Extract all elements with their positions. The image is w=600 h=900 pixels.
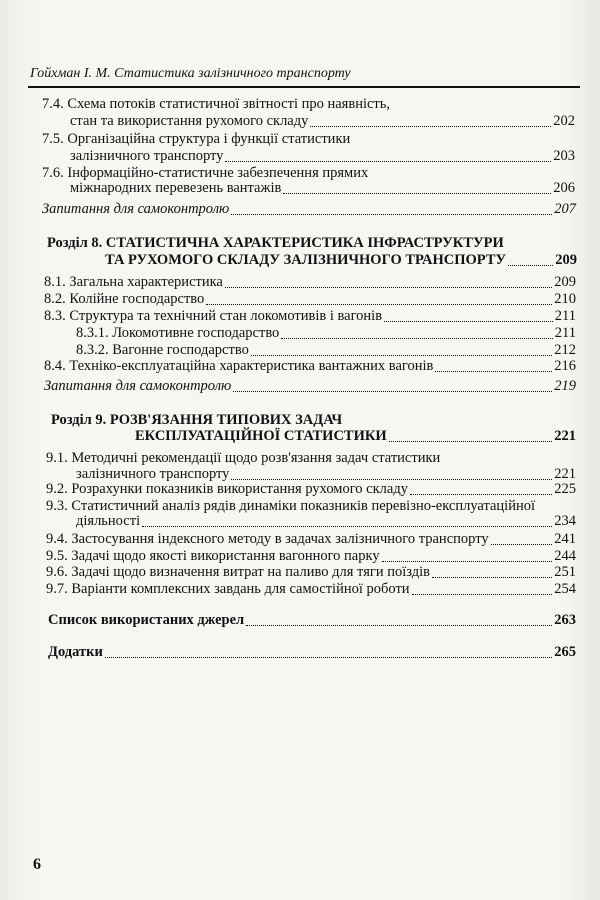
leader-dots	[142, 526, 552, 527]
toc-page-number: 212	[554, 342, 576, 358]
toc-entry-text: 8.1. Загальна характеристика	[44, 274, 223, 290]
toc-entry-9-1-line1: 9.1. Методичні рекомендації щодо розв'язання задач статистики	[46, 450, 441, 466]
leader-dots	[105, 657, 552, 658]
toc-page-number: 210	[554, 291, 576, 307]
toc-section-8-line1: Розділ 8. СТАТИСТИЧНА ХАРАКТЕРИСТИКА ІНФРАСТРУКТУРИ	[47, 235, 504, 251]
toc-page-number: 263	[554, 612, 576, 628]
toc-section-9-line2: ЕКСПЛУАТАЦІЙНОЇ СТАТИСТИКИ	[135, 428, 387, 444]
leader-dots	[389, 441, 553, 442]
toc-entry-text: Список використаних джерел	[48, 612, 245, 628]
toc-page-number: 251	[554, 564, 576, 580]
toc-entry-7-6-line2: міжнародних перевезень вантажів	[70, 180, 282, 196]
toc-entry-8-3-1[interactable]	[76, 325, 576, 342]
leader-dots	[231, 479, 552, 480]
toc-entry-7-4[interactable]	[70, 113, 575, 130]
leader-dots	[233, 391, 552, 392]
leader-dots	[225, 161, 551, 162]
toc-page-number: 202	[553, 113, 575, 129]
toc-entry-7-4-line1: 7.4. Схема потоків статистичної звітності про наявність,	[42, 96, 390, 112]
toc-entry-8-2[interactable]	[44, 291, 576, 308]
toc-page-number: 219	[554, 378, 576, 394]
toc-entry-8-3[interactable]	[44, 308, 576, 325]
toc-page-number: 209	[555, 252, 577, 268]
toc-entry-text: 9.4. Застосування індексного методу в задачах залізничного транспорту	[46, 531, 489, 547]
header-rule	[28, 86, 580, 88]
leader-dots	[491, 544, 553, 545]
leader-dots	[382, 561, 553, 562]
leader-dots	[231, 214, 552, 215]
toc-page-number: 209	[554, 274, 576, 290]
page-number: 6	[33, 856, 41, 873]
toc-page-number: 207	[554, 201, 576, 217]
toc-entry-questions-7[interactable]	[42, 201, 576, 218]
toc-entry-7-6-line1: 7.6. Інформаційно-статистичне забезпечення прямих	[42, 165, 369, 181]
toc-section-9[interactable]	[135, 428, 576, 445]
leader-dots	[283, 193, 551, 194]
toc-page-number: 211	[554, 308, 576, 324]
toc-entry-text: Додатки	[48, 644, 103, 660]
toc-entry-7-6[interactable]	[70, 180, 575, 197]
leader-dots	[412, 594, 553, 595]
toc-entry-9-1-line2: залізничного транспорту	[76, 466, 230, 482]
toc-entry-text: 8.3.2. Вагонне господарство	[76, 342, 249, 358]
leader-dots	[225, 287, 552, 288]
toc-entry-9-2[interactable]	[46, 481, 576, 498]
leader-dots	[384, 321, 553, 322]
toc-entry-text: 8.3. Структура та технічний стан локомотивів і вагонів	[44, 308, 383, 324]
leader-dots	[508, 265, 553, 266]
toc-entry-8-3-2[interactable]	[76, 342, 576, 359]
toc-entry-8-4[interactable]	[44, 358, 576, 375]
toc-entry-appendices[interactable]	[48, 644, 576, 661]
toc-entry-9-4[interactable]	[46, 531, 576, 548]
toc-page-number: 244	[554, 548, 576, 564]
toc-entry-9-3-line1: 9.3. Статистичний аналіз рядів динаміки показників перевізно-експлуатаційної	[46, 498, 535, 514]
leader-dots	[206, 304, 552, 305]
toc-section-9-line1: Розділ 9. РОЗВ'ЯЗАННЯ ТИПОВИХ ЗАДАЧ	[51, 412, 343, 428]
leader-dots	[410, 494, 552, 495]
toc-entry-7-5-line2: залізничного транспорту	[70, 148, 224, 164]
toc-entry-text: 8.2. Колійне господарство	[44, 291, 205, 307]
toc-entry-text: 9.6. Задачі щодо визначення витрат на паливо для тяги поїздів	[46, 564, 430, 580]
toc-entry-text: 9.2. Розрахунки показників використання рухомого складу	[46, 481, 408, 497]
leader-dots	[310, 126, 551, 127]
toc-page-number: 216	[554, 358, 576, 374]
running-header: Гойхман І. М. Статистика залізничного транспорту	[30, 66, 351, 81]
toc-section-8-line2: ТА РУХОМОГО СКЛАДУ ЗАЛІЗНИЧНОГО ТРАНСПОРТУ	[105, 252, 507, 268]
toc-page-number: 234	[554, 513, 576, 529]
toc-page-number: 221	[554, 428, 576, 444]
toc-entry-text: 8.3.1. Локомотивне господарство	[76, 325, 280, 341]
toc-entry-text: 9.7. Варіанти комплексних завдань для самостійної роботи	[46, 581, 410, 597]
leader-dots	[281, 338, 552, 339]
toc-entry-7-5-line1: 7.5. Організаційна структура і функції статистики	[42, 131, 351, 147]
toc-entry-9-3[interactable]	[76, 513, 576, 530]
leader-dots	[246, 625, 552, 626]
leader-dots	[435, 371, 552, 372]
toc-page-number: 206	[553, 180, 575, 196]
toc-entry-text: 9.5. Задачі щодо якості використання вагонного парку	[46, 548, 380, 564]
leader-dots	[251, 355, 552, 356]
toc-entry-9-7[interactable]	[46, 581, 576, 598]
toc-entry-questions-8-text: Запитання для самоконтролю	[44, 378, 232, 394]
toc-page-number: 221	[554, 466, 576, 482]
toc-entry-references[interactable]	[48, 612, 576, 629]
toc-page-number: 225	[554, 481, 576, 497]
toc-entry-7-4-line2: стан та використання рухомого складу	[70, 113, 309, 129]
toc-entry-9-6[interactable]	[46, 564, 576, 581]
toc-entry-8-1[interactable]	[44, 274, 576, 291]
toc-page-number: 211	[554, 325, 576, 341]
toc-page-number: 254	[554, 581, 576, 597]
toc-entry-questions-7-text: Запитання для самоконтролю	[42, 201, 230, 217]
toc-page-number: 265	[554, 644, 576, 660]
toc-page-number: 203	[553, 148, 575, 164]
toc-entry-7-5[interactable]	[70, 148, 575, 165]
toc-entry-text: 8.4. Техніко-експлуатаційна характеристика вантажних вагонів	[44, 358, 434, 374]
toc-entry-9-5[interactable]	[46, 548, 576, 565]
leader-dots	[432, 577, 552, 578]
toc-page-number: 241	[554, 531, 576, 547]
toc-section-8[interactable]	[105, 252, 577, 269]
toc-entry-questions-8[interactable]	[44, 378, 576, 395]
toc-entry-9-3-line2: діяльності	[76, 513, 141, 529]
